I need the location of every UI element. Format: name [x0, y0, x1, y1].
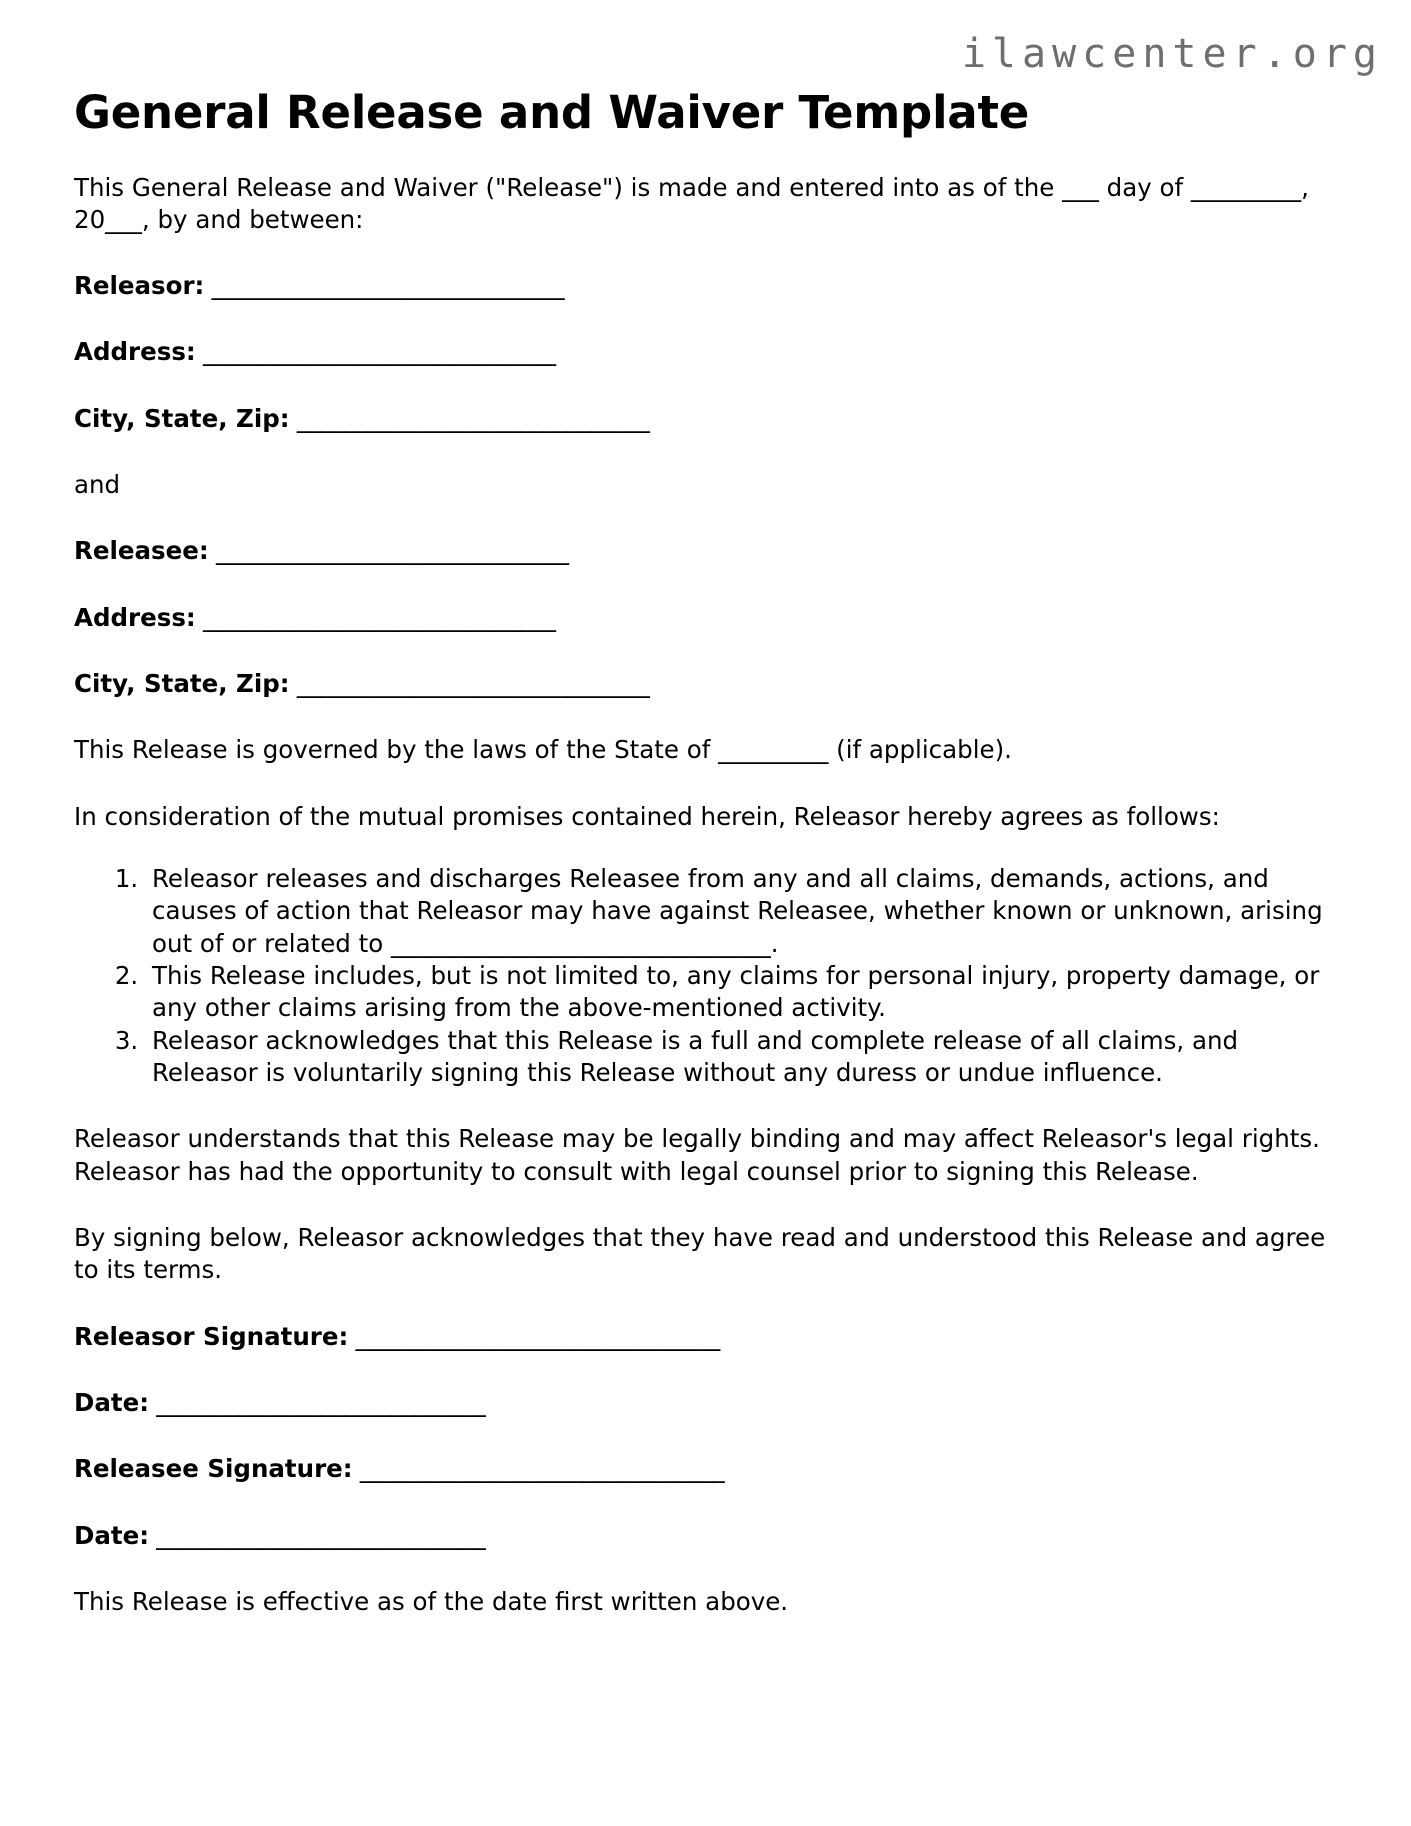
- field-releasee-date: [74, 1486, 1336, 1552]
- governing-law-paragraph: This Release is governed by the laws of the State of _________ (if applicable).: [74, 735, 1012, 765]
- field-releasor-signature-label: Releasor Signature:: [74, 1321, 349, 1351]
- field-releasee-blank[interactable]: ______________________________: [208, 536, 569, 566]
- field-releasor-blank[interactable]: ______________________________: [204, 271, 565, 301]
- effective-date-note: This Release is effective as of the date first written above.: [74, 1587, 789, 1617]
- field-releasor-city-state-zip-blank[interactable]: ______________________________: [289, 403, 650, 433]
- field-releasee-signature: [74, 1419, 1336, 1485]
- terms-list: [74, 833, 1336, 1089]
- field-releasor: [74, 236, 1336, 302]
- field-releasee-label: Releasee:: [74, 536, 209, 566]
- page-title: General Release and Waiver Template: [74, 86, 1030, 139]
- field-releasor-signature: [74, 1287, 1336, 1353]
- field-releasee-city-state-zip-blank[interactable]: ______________________________: [289, 669, 650, 699]
- field-releasor-signature-blank[interactable]: _______________________________: [348, 1321, 720, 1351]
- field-releasee-city-state-zip-label: City, State, Zip:: [74, 669, 290, 699]
- list-item: 3. Releasor acknowledges that this Release is a full and complete release of all claims, and Releasor is voluntarily signing this Release without any duress or undue influence.: [146, 1025, 1336, 1090]
- field-releasor-label: Releasor:: [74, 271, 205, 301]
- field-releasee-city-state-zip: [74, 634, 1336, 700]
- field-releasee-signature-label: Releasee Signature:: [74, 1454, 353, 1484]
- field-releasor-address-blank[interactable]: ______________________________: [195, 337, 556, 367]
- field-releasor-date-label: Date:: [74, 1388, 149, 1418]
- field-releasor-date: [74, 1353, 1336, 1419]
- field-releasor-city-state-zip: [74, 369, 1336, 435]
- field-releasee-date-blank[interactable]: ____________________________: [149, 1520, 486, 1550]
- field-releasee: [74, 501, 1336, 567]
- field-releasee-signature-blank[interactable]: _______________________________: [352, 1454, 725, 1484]
- field-releasee-date-label: Date:: [74, 1520, 149, 1550]
- document-content: [74, 0, 1336, 1618]
- list-item: 2. This Release includes, but is not limited to, any claims for personal injury, property damage, or any other claims arising from the above-mentioned activity.: [146, 960, 1336, 1025]
- site-watermark: ilawcenter.org: [961, 31, 1383, 77]
- field-releasor-city-state-zip-label: City, State, Zip:: [74, 403, 290, 433]
- signing-statement-paragraph: By signing below, Releasor acknowledges that they have read and understood this Release and agree to its terms.: [74, 1223, 1326, 1285]
- field-releasor-date-blank[interactable]: ____________________________: [149, 1388, 486, 1418]
- conjunction-and: and: [74, 470, 121, 500]
- acknowledgement-paragraph: Releasor understands that this Release may be legally binding and may affect Releasor's legal rights. Releasor has had the opportunity to consult with legal counsel prior to signing this Release.: [74, 1124, 1320, 1186]
- intro-paragraph: This General Release and Waiver ("Release") is made and entered into as of the ___ day of _________, 20___, by and between:: [74, 172, 1309, 234]
- field-releasee-address-label: Address:: [74, 602, 196, 632]
- field-releasee-address-blank[interactable]: ______________________________: [195, 602, 556, 632]
- field-releasor-address: [74, 302, 1336, 368]
- list-item: 1. Releasor releases and discharges Releasee from any and all claims, demands, actions, and causes of action that Releasor may have against Releasee, whether known or unknown, arising out of or related to _______________________________.: [146, 863, 1336, 960]
- field-releasee-address: [74, 568, 1336, 634]
- consideration-paragraph: In consideration of the mutual promises contained herein, Releasor hereby agrees as follows:: [74, 801, 1220, 831]
- field-releasor-address-label: Address:: [74, 337, 196, 367]
